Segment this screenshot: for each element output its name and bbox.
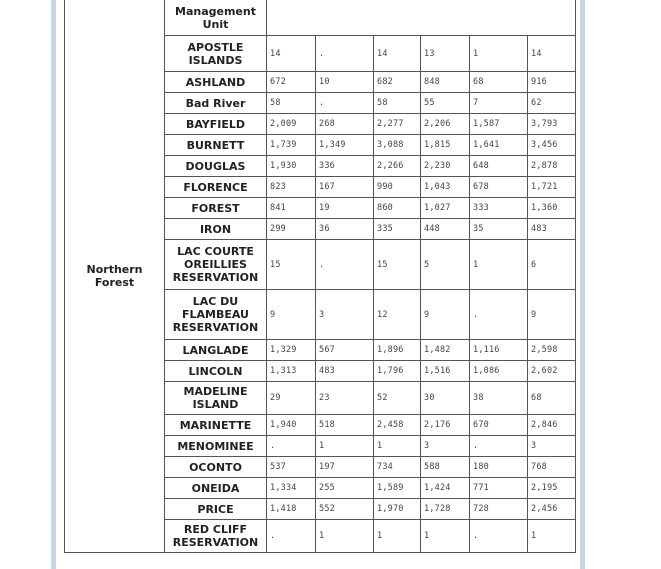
value-cell: 1,930	[267, 156, 316, 177]
value-cell: 2,266	[374, 156, 421, 177]
value-cell: 768	[528, 457, 576, 478]
management-unit-cell: FLORENCE	[165, 177, 267, 198]
value-cell: .	[470, 520, 528, 553]
management-unit-cell: LAC COURTE OREILLIES RESERVATION	[165, 240, 267, 290]
management-unit-cell: BAYFIELD	[165, 114, 267, 135]
value-cell: 2,456	[528, 499, 576, 520]
management-unit-cell: LINCOLN	[165, 361, 267, 382]
value-cell: 2,846	[528, 415, 576, 436]
value-cell: 1,329	[267, 340, 316, 361]
value-cell: 567	[316, 340, 374, 361]
value-cell: 1	[470, 240, 528, 290]
value-cell: 55	[421, 93, 470, 114]
value-cell: 2,176	[421, 415, 470, 436]
value-cell: 1,349	[316, 135, 374, 156]
value-cell: 58	[267, 93, 316, 114]
value-cell: 552	[316, 499, 374, 520]
value-cell: 3,793	[528, 114, 576, 135]
management-unit-cell: MADELINE ISLAND	[165, 382, 267, 415]
management-unit-cell: MARINETTE	[165, 415, 267, 436]
value-cell: 13	[421, 36, 470, 72]
value-cell: 3	[316, 290, 374, 340]
management-unit-cell: DOUGLAS	[165, 156, 267, 177]
value-cell: 483	[528, 219, 576, 240]
value-cell: 3,088	[374, 135, 421, 156]
value-cell: 916	[528, 72, 576, 93]
value-cell: 483	[316, 361, 374, 382]
value-cell: 1,086	[470, 361, 528, 382]
value-cell: 990	[374, 177, 421, 198]
value-cell: .	[267, 436, 316, 457]
value-cell: .	[470, 436, 528, 457]
value-cell: 68	[528, 382, 576, 415]
value-cell: 1,641	[470, 135, 528, 156]
value-cell: 1,418	[267, 499, 316, 520]
value-cell: 1,027	[421, 198, 470, 219]
value-cell: 14	[374, 36, 421, 72]
value-cell: 299	[267, 219, 316, 240]
value-cell: 9	[267, 290, 316, 340]
value-cell: .	[316, 240, 374, 290]
value-cell: 823	[267, 177, 316, 198]
value-cell: 1,589	[374, 478, 421, 499]
value-cell: 2,206	[421, 114, 470, 135]
value-cell: 68	[470, 72, 528, 93]
management-unit-cell: BURNETT	[165, 135, 267, 156]
value-cell: 52	[374, 382, 421, 415]
value-cell: 1,896	[374, 340, 421, 361]
value-cell: 678	[470, 177, 528, 198]
management-unit-cell: LAC DU FLAMBEAU RESERVATION	[165, 290, 267, 340]
value-cell: .	[267, 520, 316, 553]
value-cell: .	[470, 290, 528, 340]
value-cell: 537	[267, 457, 316, 478]
value-cell: 672	[267, 72, 316, 93]
value-cell: 771	[470, 478, 528, 499]
value-cell: 1	[421, 520, 470, 553]
value-cell: 1	[316, 520, 374, 553]
value-cell: 1	[528, 520, 576, 553]
value-cell: 1,482	[421, 340, 470, 361]
value-cell: 682	[374, 72, 421, 93]
value-cell: 333	[470, 198, 528, 219]
value-cell: 670	[470, 415, 528, 436]
value-cell: 268	[316, 114, 374, 135]
value-cell: 1	[374, 436, 421, 457]
value-cell: 1,424	[421, 478, 470, 499]
value-cell: 167	[316, 177, 374, 198]
value-cell: 2,598	[528, 340, 576, 361]
region-cell: Northern Forest	[65, 0, 165, 553]
value-cell: 1,815	[421, 135, 470, 156]
value-cell: 1,334	[267, 478, 316, 499]
value-cell: 2,230	[421, 156, 470, 177]
value-cell: 860	[374, 198, 421, 219]
value-cell: 2,602	[528, 361, 576, 382]
value-cell: 2,277	[374, 114, 421, 135]
value-cell: 1,728	[421, 499, 470, 520]
value-cell: 15	[374, 240, 421, 290]
value-cell: 728	[470, 499, 528, 520]
value-cell: 841	[267, 198, 316, 219]
value-cell: 12	[374, 290, 421, 340]
value-cell: 19	[316, 198, 374, 219]
value-cell: 448	[421, 219, 470, 240]
value-cell: 3	[421, 436, 470, 457]
value-cell: 9	[528, 290, 576, 340]
value-cell: 5	[421, 240, 470, 290]
value-cell: 10	[316, 72, 374, 93]
value-cell: .	[316, 36, 374, 72]
value-cell: 15	[267, 240, 316, 290]
management-unit-cell: MENOMINEE	[165, 436, 267, 457]
header-values-cell	[267, 0, 576, 36]
management-unit-cell: IRON	[165, 219, 267, 240]
value-cell: 9	[421, 290, 470, 340]
value-cell: 3	[528, 436, 576, 457]
value-cell: 2,009	[267, 114, 316, 135]
value-cell: 3,456	[528, 135, 576, 156]
value-cell: 6	[528, 240, 576, 290]
value-cell: 335	[374, 219, 421, 240]
value-cell: 648	[470, 156, 528, 177]
value-cell: 1	[316, 436, 374, 457]
value-cell: 29	[267, 382, 316, 415]
value-cell: 1,043	[421, 177, 470, 198]
value-cell: 58	[374, 93, 421, 114]
management-unit-cell: FOREST	[165, 198, 267, 219]
value-cell: 36	[316, 219, 374, 240]
value-cell: 1,516	[421, 361, 470, 382]
value-cell: 848	[421, 72, 470, 93]
value-cell: 62	[528, 93, 576, 114]
value-cell: .	[316, 93, 374, 114]
value-cell: 35	[470, 219, 528, 240]
management-unit-cell: ONEIDA	[165, 478, 267, 499]
management-unit-header: Management Unit	[165, 0, 267, 36]
value-cell: 2,458	[374, 415, 421, 436]
management-unit-cell: APOSTLE ISLANDS	[165, 36, 267, 72]
value-cell: 180	[470, 457, 528, 478]
value-cell: 2,878	[528, 156, 576, 177]
management-unit-cell: LANGLADE	[165, 340, 267, 361]
value-cell: 2,195	[528, 478, 576, 499]
harvest-table	[64, 0, 576, 553]
value-cell: 1,796	[374, 361, 421, 382]
header-row	[65, 0, 576, 36]
management-unit-cell: Bad River	[165, 93, 267, 114]
value-cell: 336	[316, 156, 374, 177]
management-unit-cell: PRICE	[165, 499, 267, 520]
value-cell: 255	[316, 478, 374, 499]
value-cell: 23	[316, 382, 374, 415]
value-cell: 7	[470, 93, 528, 114]
management-unit-cell: ASHLAND	[165, 72, 267, 93]
value-cell: 1,970	[374, 499, 421, 520]
value-cell: 1,360	[528, 198, 576, 219]
value-cell: 734	[374, 457, 421, 478]
value-cell: 1,721	[528, 177, 576, 198]
value-cell: 38	[470, 382, 528, 415]
value-cell: 1,313	[267, 361, 316, 382]
table-body	[65, 0, 576, 553]
value-cell: 1	[374, 520, 421, 553]
value-cell: 30	[421, 382, 470, 415]
value-cell: 518	[316, 415, 374, 436]
value-cell: 197	[316, 457, 374, 478]
value-cell: 14	[528, 36, 576, 72]
value-cell: 1,739	[267, 135, 316, 156]
value-cell: 588	[421, 457, 470, 478]
management-unit-cell: OCONTO	[165, 457, 267, 478]
value-cell: 14	[267, 36, 316, 72]
value-cell: 1,587	[470, 114, 528, 135]
page-frame-right-border	[580, 0, 585, 569]
value-cell: 1,116	[470, 340, 528, 361]
management-unit-cell: RED CLIFF RESERVATION	[165, 520, 267, 553]
value-cell: 1,940	[267, 415, 316, 436]
value-cell: 1	[470, 36, 528, 72]
